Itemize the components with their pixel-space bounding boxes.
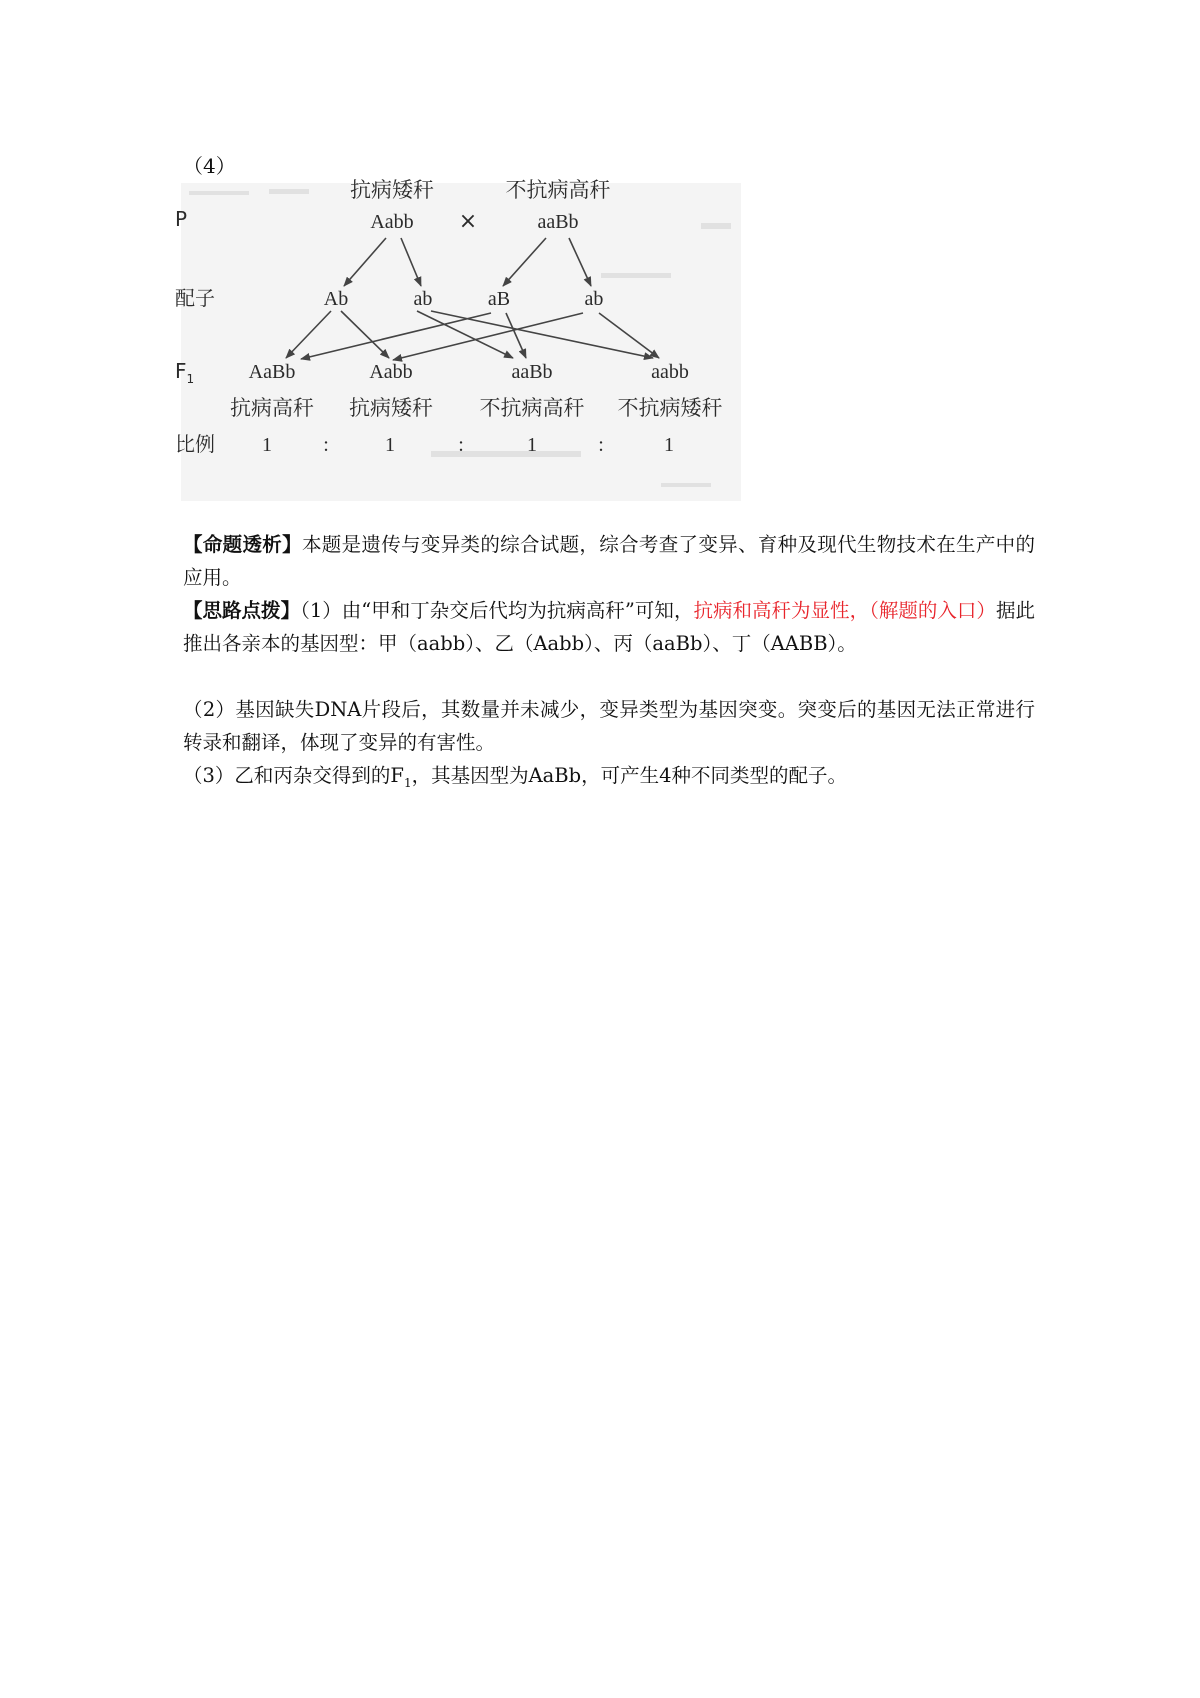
row-label-ratio: 比例 <box>175 432 215 456</box>
question-label: （4） <box>183 154 236 178</box>
cross-symbol: × <box>458 209 478 234</box>
parent-genotype: Aabb <box>370 211 414 233</box>
hint-3-part-b: ，其基因型为AaBb，可产生4种不同类型的配子。 <box>411 764 848 787</box>
ratio-value: 1 <box>664 434 674 456</box>
offspring-phenotype: 抗病矮秆 <box>349 396 433 420</box>
gamete: ab <box>584 288 604 310</box>
parent-phenotype: 不抗病高秆 <box>505 178 611 202</box>
ratio-separator: : <box>598 434 604 456</box>
ratio-separator: : <box>458 434 464 456</box>
offspring-genotype: AaBb <box>248 361 296 383</box>
hint-1-entry-note: （解题的入口） <box>869 599 996 622</box>
genetic-cross-diagram <box>175 178 741 501</box>
row-label-gametes: 配子 <box>175 286 215 310</box>
offspring-phenotype: 不抗病高秆 <box>479 396 585 420</box>
offspring-phenotype: 抗病高秆 <box>230 396 314 420</box>
row-label-f1: $F_1$ <box>175 359 195 386</box>
hint-3-subscript: 1 <box>403 775 412 790</box>
ratio-value: 1 <box>262 434 272 456</box>
analysis-text: 本题是遗传与变异类的综合试题，综合考查了变异、育种及现代生物技术在生产中的应用。 <box>183 533 1035 589</box>
offspring-phenotype: 不抗病矮秆 <box>617 396 723 420</box>
row-label-p: P <box>175 207 188 231</box>
hint-1-lead: （1）由“甲和丁杂交后代均为抗病高秆”可知， <box>300 599 694 622</box>
parent-genotype: aaBb <box>537 211 579 233</box>
ratio-value: 1 <box>385 434 395 456</box>
hint-1-rest: 据此推出各亲本的基因型：甲（aabb）、乙（Aabb）、丙（aaBb）、丁（AABB）。 <box>183 599 1035 655</box>
gamete: Ab <box>323 288 349 310</box>
gamete: aB <box>487 288 511 310</box>
analysis-paragraph <box>183 528 1035 594</box>
hint-1-highlight: 抗病和高秆为显性， <box>693 599 870 622</box>
hints-heading: 【思路点拨】 <box>183 599 301 622</box>
parent-phenotype: 抗病矮秆 <box>350 178 434 202</box>
analysis-heading: 【命题透析】 <box>183 533 302 556</box>
ratio-value: 1 <box>527 434 537 456</box>
hint-3-part-a: （3）乙和丙杂交得到的F <box>183 764 404 787</box>
hints-paragraph-3 <box>183 759 1035 800</box>
hints-paragraph-2: （2）基因缺失DNA片段后，其数量并未减少，变异类型为基因突变。突变后的基因无法正常进行转录和翻译，体现了变异的有害性。 <box>183 698 1035 754</box>
offspring-genotype: aaBb <box>511 361 553 383</box>
offspring-genotype: aabb <box>651 361 689 383</box>
offspring-genotype: Aabb <box>369 361 413 383</box>
ratio-separator: : <box>323 434 329 456</box>
hints-paragraph-1 <box>183 594 1035 660</box>
gamete: ab <box>413 288 433 310</box>
